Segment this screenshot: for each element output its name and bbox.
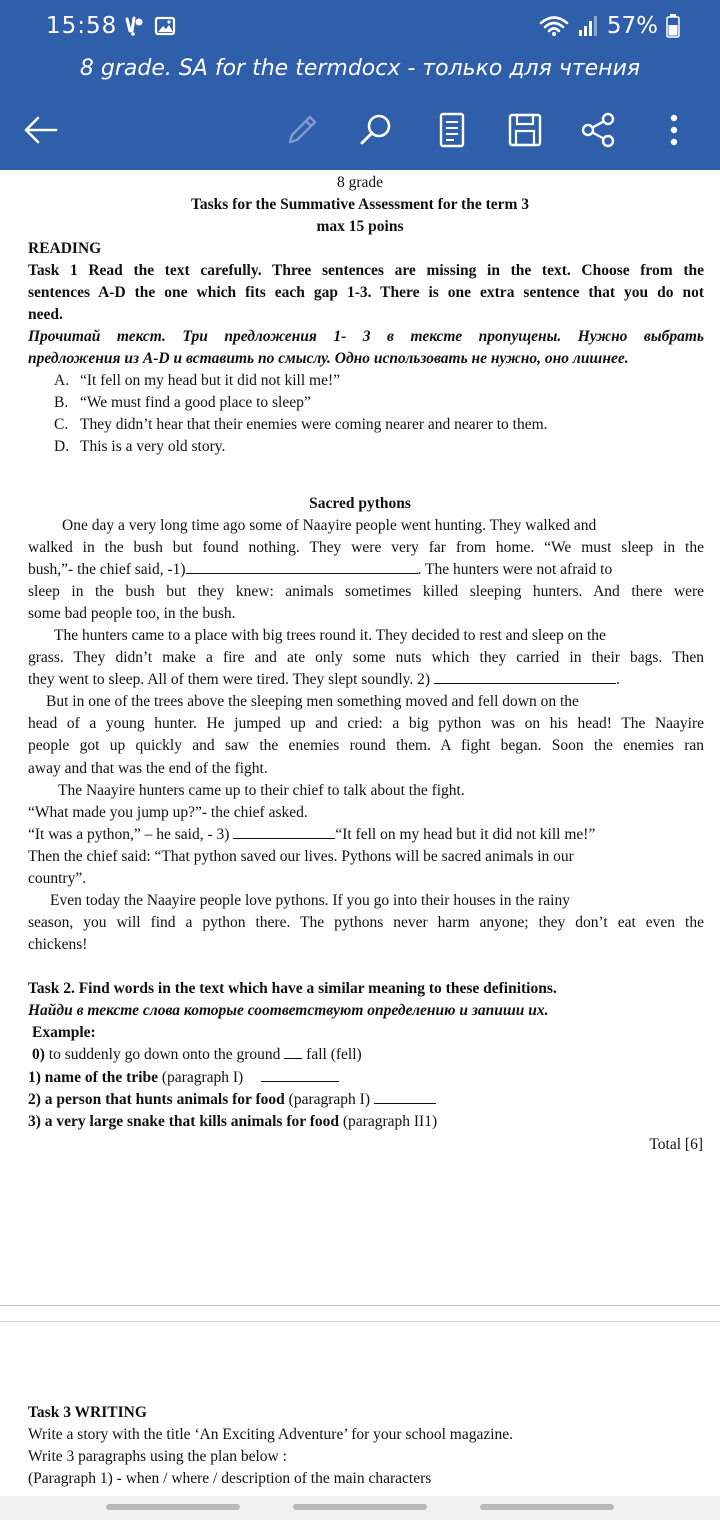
option-text: This is a very old story. — [80, 438, 226, 455]
task1-instruction-line: need. — [28, 306, 63, 323]
recent-apps-button[interactable] — [106, 1504, 240, 1510]
save-icon — [507, 112, 543, 148]
task3-title: Task 3 WRITING — [28, 1404, 147, 1421]
task1-instruction-line: Task 1 Read the text carefully. Three sentences are missing in the text. Choose from the — [28, 262, 704, 279]
task3-line: Write a story with the title ‘An Exciting Adventure’ for your school magazine. — [28, 1426, 514, 1443]
task2-total: Total [6] — [649, 1136, 703, 1153]
story-text: bush,”- the chief said, -1) — [28, 561, 186, 578]
share-icon — [580, 112, 616, 148]
share-button[interactable] — [576, 108, 620, 152]
option-text: “We must find a good place to sleep” — [80, 394, 311, 411]
option-letter: C. — [54, 416, 69, 433]
back-button[interactable] — [18, 108, 62, 152]
document-page[interactable] — [0, 170, 720, 1496]
edit-button[interactable] — [280, 108, 324, 152]
story-line-gap1 — [28, 559, 612, 581]
story-text: “It fell on my head but it did not kill me!” — [335, 826, 596, 843]
task1-instruction-ru: Прочитай текст. Три предложения 1- 3 в тексте пропущены. Нужно выбрать — [28, 328, 704, 345]
navigation-bar — [0, 1496, 720, 1520]
task3-line: (Paragraph 1) - when / where / description of the main characters — [28, 1470, 432, 1487]
back-arrow-icon — [22, 115, 58, 145]
page-break-line — [0, 1305, 720, 1306]
task2-question-1 — [28, 1067, 339, 1089]
question-reference: (paragraph I) — [288, 1091, 370, 1108]
example-answer: fall (fell) — [306, 1046, 362, 1063]
task2-instruction-ru: Найди в тексте слова которые соответствуют определению и запиши их. — [28, 1002, 549, 1019]
task3-line: Write 3 paragraphs using the plan below : — [28, 1448, 287, 1465]
story-text: they went to sleep. All of them were tired. They slept soundly. 2) — [28, 671, 431, 688]
story-line: grass. They didn’t make a fire and ate only some nuts which they carried in their bags. Then — [28, 649, 704, 666]
assessment-title: Tasks for the Summative Assessment for the term 3 — [190, 196, 530, 213]
story-line-gap2 — [28, 669, 620, 691]
reading-mode-button[interactable] — [430, 108, 474, 152]
task2-question-3 — [28, 1111, 437, 1133]
home-button[interactable] — [293, 1504, 427, 1510]
reading-heading: READING — [28, 240, 102, 257]
story-line: Even today the Naayire people love pythons. If you go into their houses in the rainy — [50, 892, 570, 909]
story-line-gap3 — [28, 824, 595, 846]
question-reference: (paragraph II1) — [342, 1113, 438, 1130]
reading-mode-icon — [439, 112, 465, 148]
search-button[interactable] — [354, 108, 398, 152]
story-line: chickens! — [28, 936, 88, 953]
story-line: head of a young hunter. He jumped up and cried: a big python was on his head! The Naayire — [28, 715, 704, 732]
example-label: Example: — [32, 1024, 96, 1041]
story-line: country”. — [28, 870, 87, 887]
question-number: 1) — [28, 1069, 41, 1086]
answer-gap-3[interactable] — [233, 824, 335, 839]
app-bar — [0, 0, 720, 170]
more-options-button[interactable] — [652, 108, 696, 152]
option-b — [54, 392, 311, 414]
option-text: “It fell on my head but it did not kill me!” — [80, 372, 340, 389]
document-title: 8 grade. SA for the termdocx - только для чтения — [79, 56, 641, 81]
example-number: 0) — [32, 1046, 45, 1063]
story-line: Then the chief said: “That python saved our lives. Pythons will be sacred animals in our — [28, 848, 574, 865]
story-line: The Naayire hunters came up to their chief to talk about the fight. — [58, 782, 465, 799]
grade-heading: 8 grade — [336, 174, 384, 191]
status-bar — [0, 0, 720, 56]
story-line: walked in the bush but found nothing. They were very far from home. “We must sleep in the — [28, 539, 704, 556]
wifi-icon — [539, 15, 569, 37]
story-line: people got up quickly and saw the enemies round them. A fight began. Soon the enemies ran — [28, 737, 704, 754]
story-line: “What made you jump up?”- the chief asked. — [28, 804, 308, 821]
story-line: season, you will find a python there. The pythons never harm anyone; they don’t eat even the — [28, 914, 704, 931]
example-text: to suddenly go down onto the ground — [48, 1046, 281, 1063]
back-nav-button[interactable] — [480, 1504, 614, 1510]
question-text: name of the tribe — [44, 1069, 159, 1086]
example-row — [32, 1044, 362, 1066]
story-line: sleep in the bush but they knew: animals sometimes killed sleeping hunters. And there were — [28, 583, 704, 600]
answer-field-1[interactable] — [261, 1067, 339, 1082]
task2-title: Task 2. Find words in the text which have a similar meaning to these definitions. — [28, 980, 557, 997]
story-line: away and that was the end of the fight. — [28, 760, 268, 777]
battery-icon — [666, 14, 680, 38]
example-gap — [284, 1044, 302, 1059]
story-line: But in one of the trees above the sleeping men something moved and fell down on the — [46, 693, 579, 710]
search-icon — [358, 112, 394, 148]
status-right — [539, 13, 680, 39]
answer-gap-1[interactable] — [186, 559, 418, 574]
image-icon — [154, 15, 176, 37]
battery-percent: 57% — [606, 13, 658, 39]
question-reference: (paragraph I) — [161, 1069, 244, 1086]
option-text: They didn’t hear that their enemies were coming nearer and nearer to them. — [80, 416, 548, 433]
option-letter: D. — [54, 438, 70, 455]
option-a — [54, 370, 340, 392]
task2-question-2 — [28, 1089, 436, 1111]
story-title: Sacred pythons — [309, 495, 411, 512]
question-text: 3) a very large snake that kills animals for food — [28, 1113, 339, 1130]
story-text: . The hunters were not afraid to — [417, 561, 613, 578]
story-line: One day a very long time ago some of Naayire people went hunting. They walked and — [62, 517, 597, 534]
toolbar — [0, 104, 720, 154]
save-button[interactable] — [503, 108, 547, 152]
page-break-line — [0, 1321, 720, 1322]
option-letter: A. — [54, 372, 70, 389]
task1-instruction-line: sentences A-D the one which fits each gap 1-3. There is one extra sentence that you do not — [28, 284, 704, 301]
story-text: . — [615, 671, 620, 688]
answer-gap-2[interactable] — [434, 669, 616, 684]
story-text: “It was a python,” – he said, - 3) — [28, 826, 230, 843]
notification-icon — [122, 15, 144, 37]
more-options-icon — [669, 112, 679, 148]
option-d — [54, 436, 225, 458]
answer-field-2[interactable] — [374, 1089, 436, 1104]
edit-pencil-icon — [284, 112, 320, 148]
option-c — [54, 414, 548, 436]
status-icons-left — [122, 15, 176, 37]
option-letter: B. — [54, 394, 69, 411]
max-points: max 15 poins — [316, 218, 404, 235]
story-line: some bad people too, in the bush. — [28, 605, 236, 622]
status-time: 15:58 — [46, 13, 118, 39]
question-text: 2) a person that hunts animals for food — [28, 1091, 285, 1108]
story-line: The hunters came to a place with big trees round it. They decided to rest and sleep on the — [54, 627, 606, 644]
task1-instruction-ru: предложения из A-D и вставить по смыслу. Одно использовать не нужно, оно лишнее. — [28, 350, 629, 367]
signal-icon — [577, 15, 599, 37]
